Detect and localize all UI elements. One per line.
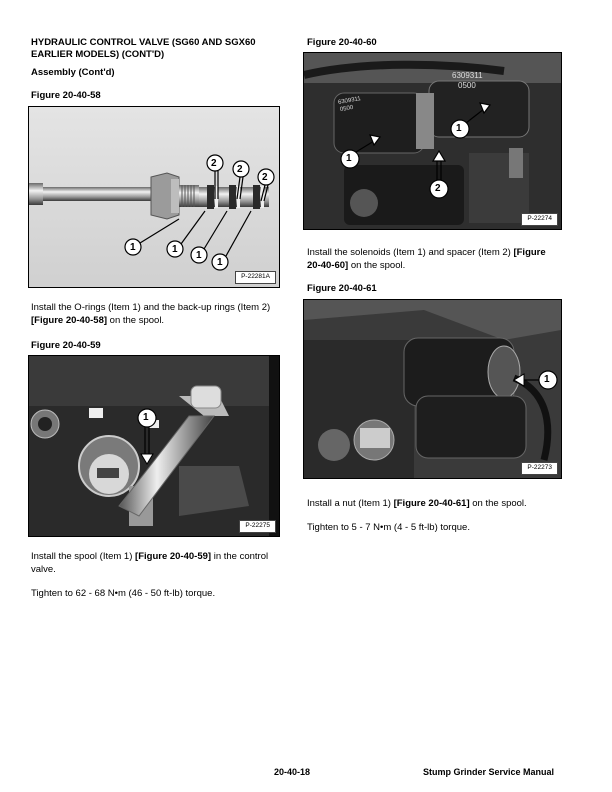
part-number-label: 0500 bbox=[339, 104, 354, 114]
figure-label-60: Figure 20-40-60 bbox=[307, 37, 377, 48]
torque-spec-spool: Tighten to 62 - 68 N•m (46 - 50 ft-lb) torque. bbox=[31, 588, 216, 599]
photo-code: P-22273 bbox=[521, 462, 558, 475]
page-number: 20-40-18 bbox=[274, 767, 311, 777]
photo-code: P-22275 bbox=[239, 520, 276, 533]
callout-1: 1 bbox=[143, 412, 149, 423]
callout-2: 2 bbox=[435, 183, 441, 194]
callout-1: 1 bbox=[196, 250, 202, 261]
figure-20-40-60 bbox=[303, 52, 562, 230]
instruction-oring: Install the O-rings (Item 1) and the back-up rings (Item 2) [Figure 20-40-58] on the spool. bbox=[31, 302, 271, 327]
figure-20-40-59 bbox=[28, 355, 280, 537]
callout-1: 1 bbox=[456, 123, 462, 134]
instruction-solenoids: Install the solenoids (Item 1) and spacer (Item 2) [Figure 20-40-60] on the spool. bbox=[307, 247, 546, 272]
figure-label-59: Figure 20-40-59 bbox=[31, 340, 101, 351]
callout-2: 2 bbox=[262, 172, 268, 183]
photo-code: P-22274 bbox=[521, 213, 558, 226]
callout-1: 1 bbox=[544, 374, 550, 385]
part-number-label: 6309311 bbox=[452, 71, 483, 80]
torque-spec-nut: Tighten to 5 - 7 N•m (4 - 5 ft-lb) torque. bbox=[307, 522, 470, 533]
section-heading: HYDRAULIC CONTROL VALVE (SG60 AND SGX60 EARLIER MODELS) (CONT'D) bbox=[31, 37, 256, 60]
instruction-spool: Install the spool (Item 1) [Figure 20-40-59] in the control valve. bbox=[31, 551, 269, 576]
figure-label-61: Figure 20-40-61 bbox=[307, 283, 377, 294]
part-number-label: 0500 bbox=[458, 81, 476, 90]
figure-20-40-58 bbox=[28, 106, 280, 288]
callout-1: 1 bbox=[172, 244, 178, 255]
part-number-label: 6309311 bbox=[337, 96, 362, 106]
callout-1: 1 bbox=[217, 257, 223, 268]
subheading: Assembly (Cont'd) bbox=[31, 67, 115, 78]
callout-2: 2 bbox=[237, 164, 243, 175]
figure-label-58: Figure 20-40-58 bbox=[31, 90, 101, 101]
callout-2: 2 bbox=[211, 158, 217, 169]
callout-1: 1 bbox=[346, 153, 352, 164]
manual-title: Stump Grinder Service Manual bbox=[423, 767, 555, 777]
photo-code: P-22281A bbox=[235, 271, 276, 284]
instruction-nut: Install a nut (Item 1) [Figure 20-40-61] on the spool. bbox=[307, 498, 527, 509]
figure-20-40-61 bbox=[303, 299, 562, 479]
callout-1: 1 bbox=[130, 242, 136, 253]
